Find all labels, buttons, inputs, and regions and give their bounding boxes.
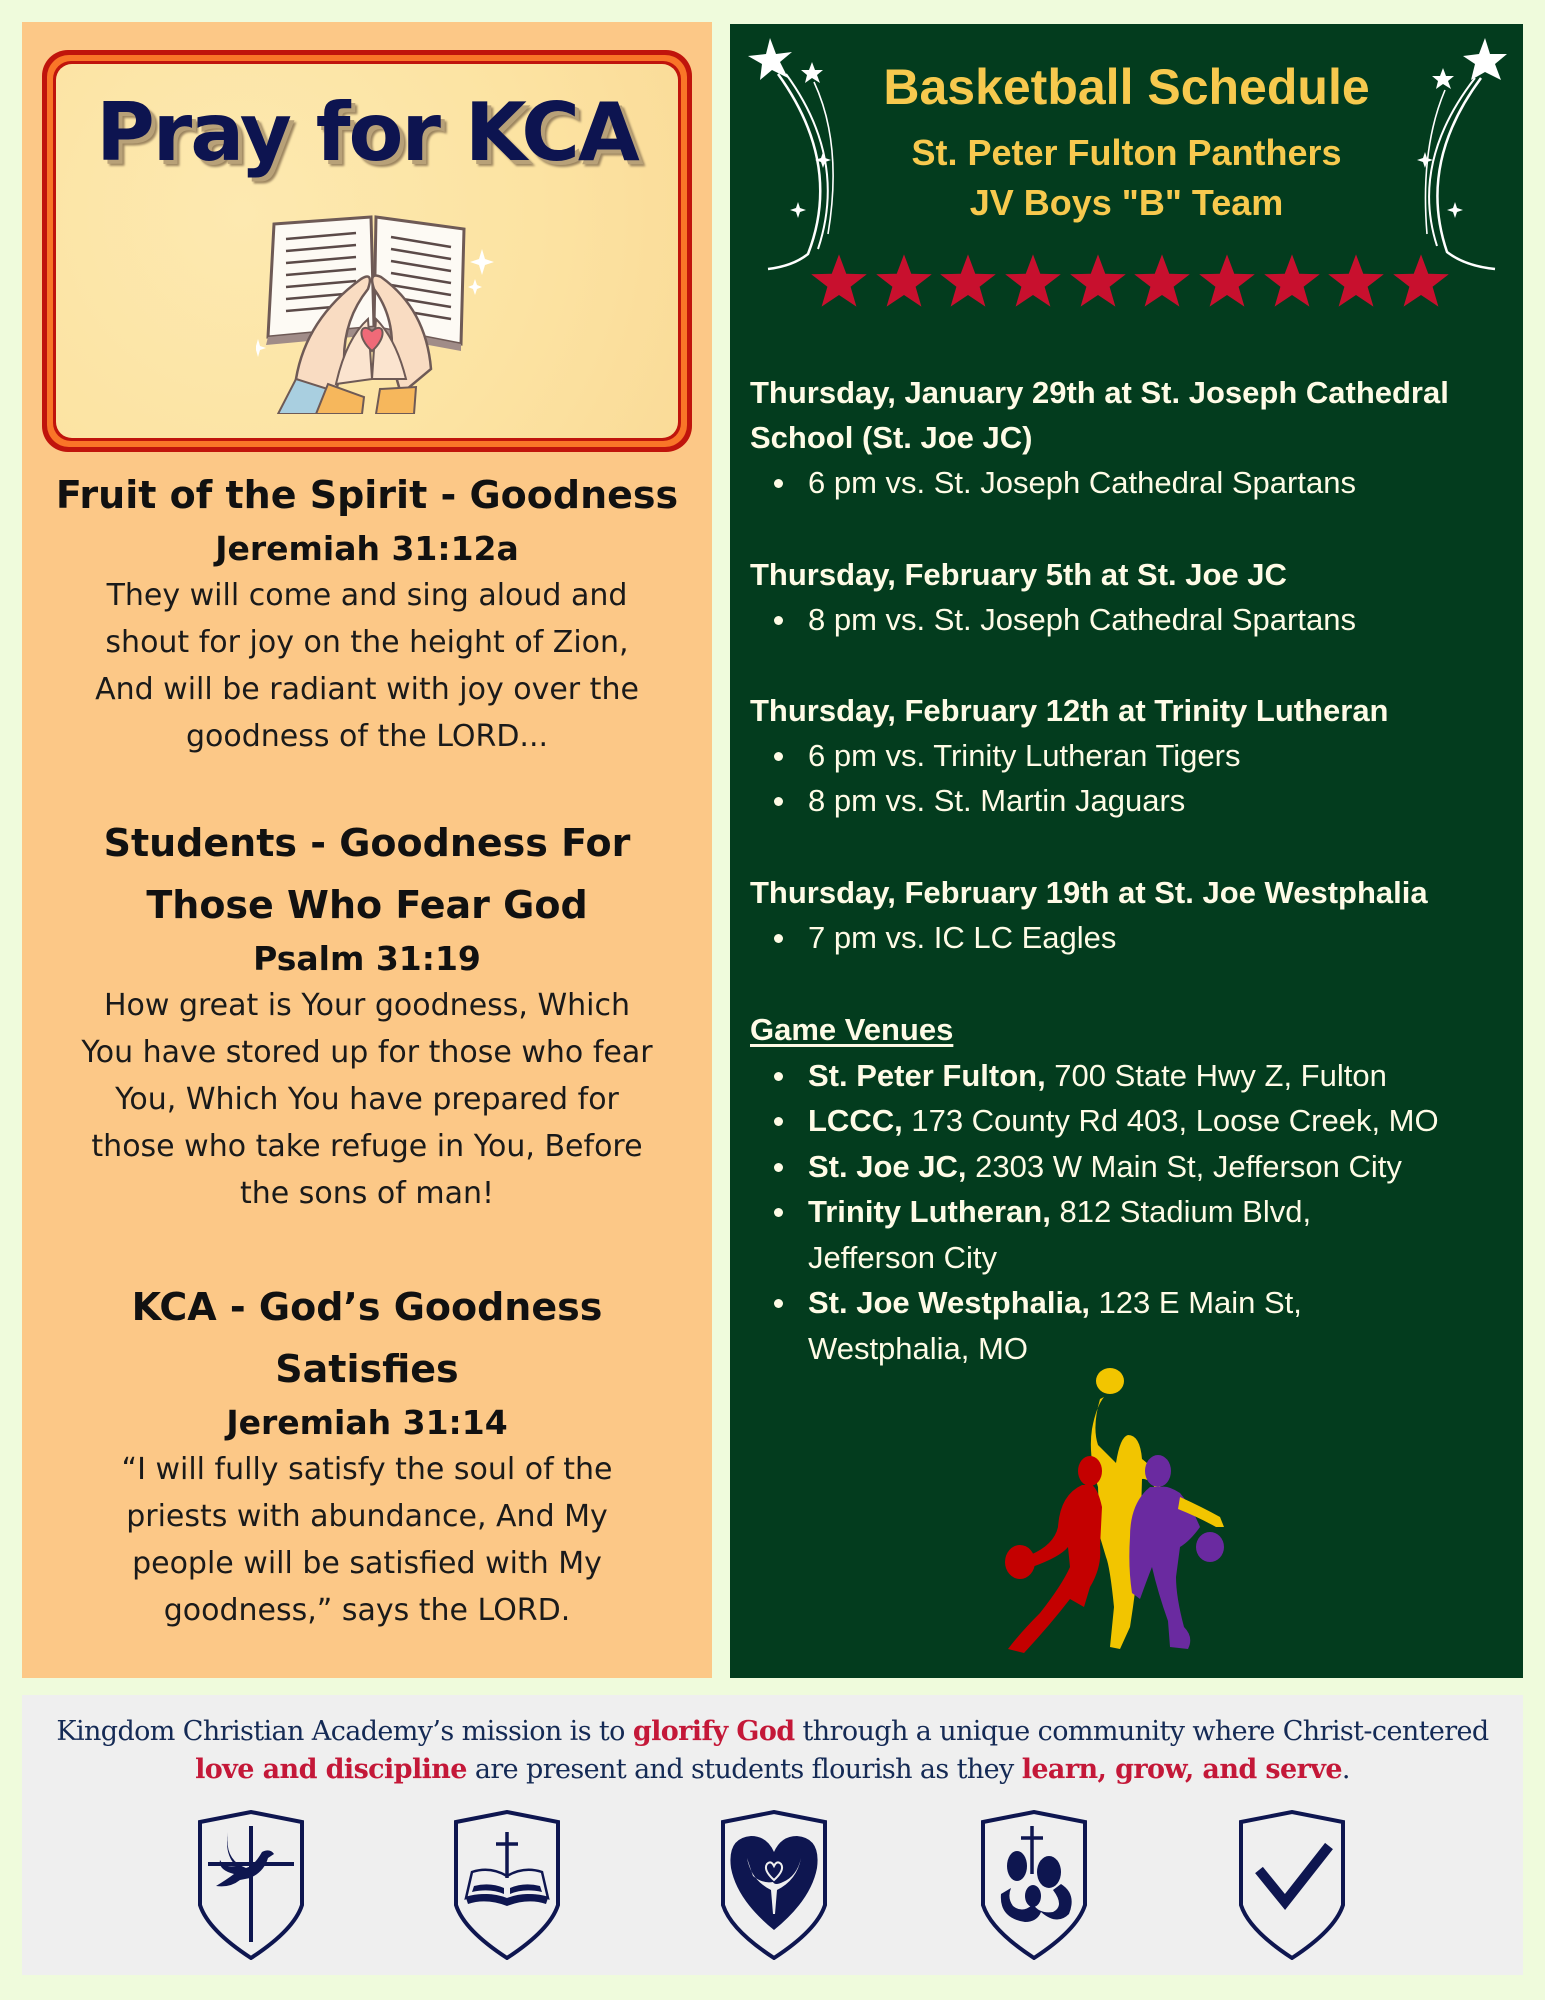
venue-list <box>750 1053 1503 1372</box>
game-entry <box>750 688 1503 823</box>
red-star-icon <box>1133 252 1191 310</box>
verse-line: They will come and sing aloud and <box>106 578 628 613</box>
verse-line: the sons of man! <box>239 1176 495 1211</box>
red-star-icon <box>1198 252 1256 310</box>
family-cross-icon <box>977 1810 1092 1960</box>
game-date: Thursday, February 5th at St. Joe JC <box>750 557 1287 592</box>
verse-line: those who take refuge in You, Before <box>91 1129 643 1164</box>
venue-name: St. Peter Fulton, <box>808 1057 1046 1093</box>
verse-heading-line: Satisfies <box>275 1347 459 1391</box>
verse-line: priests with abundance, And My <box>126 1499 608 1534</box>
verse-heading: Fruit of the Spirit - Goodness <box>55 473 679 517</box>
verse-section-students <box>22 812 712 1217</box>
verse-line: “I will fully satisfy the soul of the <box>121 1452 613 1487</box>
venue-address: 700 State Hwy Z, Fulton <box>1045 1057 1387 1093</box>
matchup-item: 6 pm vs. Trinity Lutheran Tigers <box>808 733 1503 778</box>
pray-banner <box>42 50 692 452</box>
red-star-icon <box>1392 252 1450 310</box>
verse-heading <box>22 812 712 936</box>
matchup-item: 8 pm vs. St. Joseph Cathedral Spartans <box>808 597 1503 642</box>
matchup-list <box>750 733 1503 823</box>
venue-item <box>808 1098 1503 1144</box>
verse-text <box>22 982 712 1217</box>
mission-statement-band <box>22 1695 1523 1975</box>
venue-address: 812 Stadium Blvd, Jefferson City <box>808 1194 1312 1275</box>
verse-section-goodness <box>22 464 712 760</box>
mission-highlight: learn, grow, and serve <box>1021 1754 1342 1785</box>
basketball-players-icon <box>980 1367 1280 1657</box>
venue-name: St. Joe Westphalia, <box>808 1285 1090 1320</box>
mission-highlight: love and discipline <box>195 1754 467 1785</box>
pray-banner-title: Pray for KCA <box>96 86 638 179</box>
verse-line: You, Which You have prepared for <box>115 1082 619 1117</box>
matchup-item: 6 pm vs. St. Joseph Cathedral Spartans <box>808 460 1503 505</box>
verse-heading <box>22 1276 712 1400</box>
verse-text <box>22 572 712 760</box>
schedule-team: St. Peter Fulton Panthers <box>911 132 1342 173</box>
schedule-squad: JV Boys "B" Team <box>969 182 1284 223</box>
red-star-icon <box>939 252 997 310</box>
verse-line: people will be satisfied with My <box>132 1546 602 1581</box>
venues-heading: Game Venues <box>750 1012 954 1047</box>
schedule-title: Basketball Schedule <box>883 59 1370 115</box>
verse-line: And will be radiant with joy over the <box>95 672 639 707</box>
red-star-icon <box>1004 252 1062 310</box>
prayer-panel <box>22 22 712 1678</box>
verse-line: shout for joy on the height of Zion, <box>105 625 629 660</box>
bible-cross-icon <box>450 1810 565 1960</box>
mission-text: through a unique community where Christ-centered <box>794 1716 1489 1747</box>
value-shields <box>22 1810 1523 1960</box>
verse-line: goodness,” says the LORD. <box>163 1593 571 1628</box>
game-date <box>750 370 1503 460</box>
checkmark-icon <box>1235 1810 1350 1960</box>
matchup-item: 8 pm vs. St. Martin Jaguars <box>808 778 1503 823</box>
venue-item <box>808 1053 1503 1099</box>
decorative-star-row <box>810 252 1450 312</box>
mission-text: Kingdom Christian Academy’s mission is to <box>56 1716 633 1747</box>
matchup-item: 7 pm vs. IC LC Eagles <box>808 915 1503 960</box>
red-star-icon <box>810 252 868 310</box>
venue-name: Trinity Lutheran, <box>808 1194 1051 1229</box>
mission-highlight: glorify God <box>632 1716 795 1747</box>
verse-line: goodness of the LORD... <box>185 719 549 754</box>
red-star-icon <box>1263 252 1321 310</box>
red-star-icon <box>1327 252 1385 310</box>
schedule-panel <box>730 24 1523 1678</box>
mission-statement <box>22 1713 1523 1789</box>
game-entry <box>750 552 1503 642</box>
verse-reference: Psalm 31:19 <box>253 939 481 978</box>
venue-item <box>808 1189 1503 1280</box>
venue-item <box>808 1280 1503 1371</box>
matchup-list <box>750 915 1503 960</box>
verse-line: How great is Your goodness, Which <box>103 988 631 1023</box>
game-date: Thursday, February 19th at St. Joe Westphalia <box>750 875 1428 910</box>
verse-text <box>22 1446 712 1634</box>
red-star-icon <box>1069 252 1127 310</box>
bible-hands-heart-icon <box>256 209 496 414</box>
venue-address: 173 County Rd 403, Loose Creek, MO <box>902 1103 1439 1138</box>
game-entry <box>750 370 1503 505</box>
matchup-list <box>750 460 1503 505</box>
verse-heading-line: KCA - God’s Goodness <box>131 1285 603 1329</box>
verse-reference: Jeremiah 31:14 <box>226 1403 508 1442</box>
game-entry <box>750 870 1503 960</box>
verse-heading-line: Those Who Fear God <box>146 883 588 927</box>
game-date-line: School (St. Joe JC) <box>750 420 1033 455</box>
verse-reference: Jeremiah 31:12a <box>215 529 519 568</box>
heart-hands-icon <box>717 1810 832 1960</box>
verse-section-kca <box>22 1276 712 1634</box>
mission-text: are present and students flourish as they <box>466 1754 1022 1785</box>
venue-name: St. Joe JC, <box>808 1148 967 1184</box>
venue-name: LCCC, <box>808 1103 903 1138</box>
verse-heading-line: Students - Goodness For <box>103 821 631 865</box>
venue-address: 123 E Main St, Westphalia, MO <box>808 1285 1302 1366</box>
verse-line: You have stored up for those who fear <box>81 1035 653 1070</box>
red-star-icon <box>875 252 933 310</box>
venue-item <box>808 1144 1503 1190</box>
dove-cross-icon <box>194 1810 309 1960</box>
mission-text: . <box>1341 1754 1350 1785</box>
game-date: Thursday, February 12th at Trinity Lutheran <box>750 693 1389 728</box>
game-venues <box>750 1007 1503 1371</box>
matchup-list <box>750 597 1503 642</box>
game-date-line: Thursday, January 29th at St. Joseph Cathedral <box>750 375 1449 410</box>
venue-address: 2303 W Main St, Jefferson City <box>966 1148 1402 1184</box>
